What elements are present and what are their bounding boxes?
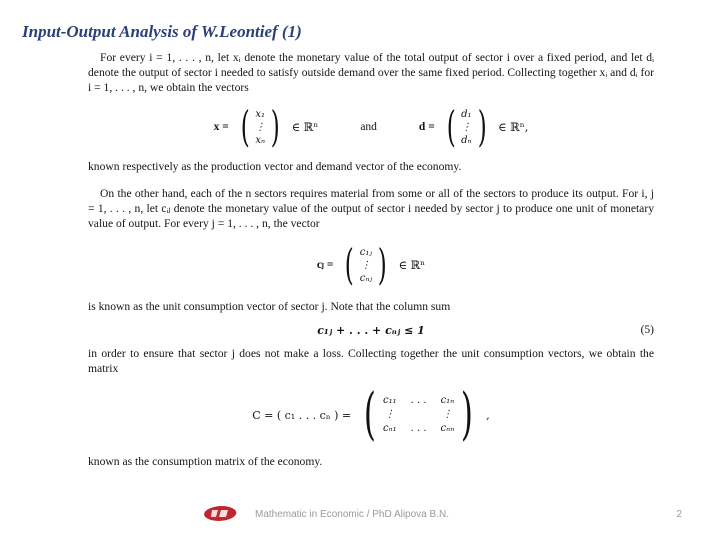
x-last: xₙ [255,134,266,146]
paragraph-1: For every i = 1, . . . , n, let xᵢ denote the monetary value of the total output of sector i over a fixed period, and let dᵢ denote the output of sector i needed to satisfy outside demand over the same fixed period. Collecting together xᵢ and dᵢ for i = 1, . . . , n, we obtain the vectors [88,51,654,94]
cj-last: cₙⱼ [359,272,373,284]
matrix-cell: . . . [410,395,427,406]
matrix-cell: c₁₁ [382,395,397,406]
slide-title: Input-Output Analysis of W.Leontief (1) [22,22,302,41]
d-last: dₙ [461,134,472,146]
footer-logo-icon [203,505,237,522]
matrix-cell: . . . [410,423,427,434]
consumption-matrix: ( c₁₁ . . . c₁ₙ ⋮ ⋮ cₙ₁ . . . cₙₙ ) [364,382,474,447]
paragraph-4: is known as the unit consumption vector of sector j. Note that the column sum [88,300,451,313]
x-membership: ∈ ℝⁿ [291,119,319,134]
d-vector: ( d₁ ⋮ dₙ ) [446,102,487,151]
matrix-cell [411,408,427,422]
matrix-cell: cₙₙ [440,423,455,434]
matrix-cell: ⋮ [384,409,395,420]
matrix-cell: ⋮ [442,409,453,420]
x-dots: ⋮ [255,121,266,133]
x-first: x₁ [255,108,266,120]
footer-text: Mathematic in Economic / PhD Alipova B.N. [255,509,449,520]
matrix-cell: c₁ₙ [440,395,455,406]
matrix-lhs: C = ( c₁ . . . cₙ ) = [252,408,352,422]
paragraph-2: known respectively as the production vector and demand vector of the economy. [88,160,462,173]
slide-body [88,50,654,469]
x-vector-label: x = [213,120,229,133]
cj-dots: ⋮ [360,259,371,271]
cj-membership: ∈ ℝⁿ [398,257,426,272]
paragraph-5: in order to ensure that sector j does not make a loss. Collecting together the unit consumption vectors, we obtain the matrix [88,347,654,375]
d-vector-label: d = [418,120,435,133]
cj-vector: ( c₁ⱼ ⋮ cₙⱼ ) [345,240,387,289]
paragraph-3: On the other hand, each of the n sectors requires material from some or all of the sectors to produce its output. For i, j = 1, . . . , n, let cᵢⱼ denote the monetary value of the output of sector i needed by sector j to produce one unit of monetary value of output. For every j = 1, . . . , n, the vector [88,187,654,230]
paragraph-6: known as the consumption matrix of the economy. [88,455,323,468]
equation-consumption-matrix [88,382,654,448]
equation-cj-vector [88,235,654,295]
matrix-cell: cₙ₁ [382,423,397,434]
cj-first: c₁ⱼ [359,246,373,258]
equation-number: (5) [640,323,654,336]
d-first: d₁ [461,108,472,120]
d-dots: ⋮ [461,121,472,133]
equation-vectors [88,99,654,155]
matrix-trailing-comma: , [486,407,490,422]
cj-label: cⱼ = [316,258,334,271]
x-vector: ( x₁ ⋮ xₙ ) [240,102,280,151]
and-word: and [360,120,377,133]
d-membership: ∈ ℝⁿ, [498,119,529,134]
column-sum-expression: c₁ⱼ + . . . + cₙⱼ ≤ 1 [317,323,425,337]
equation-column-sum [88,314,654,346]
page-number: 2 [676,509,682,520]
